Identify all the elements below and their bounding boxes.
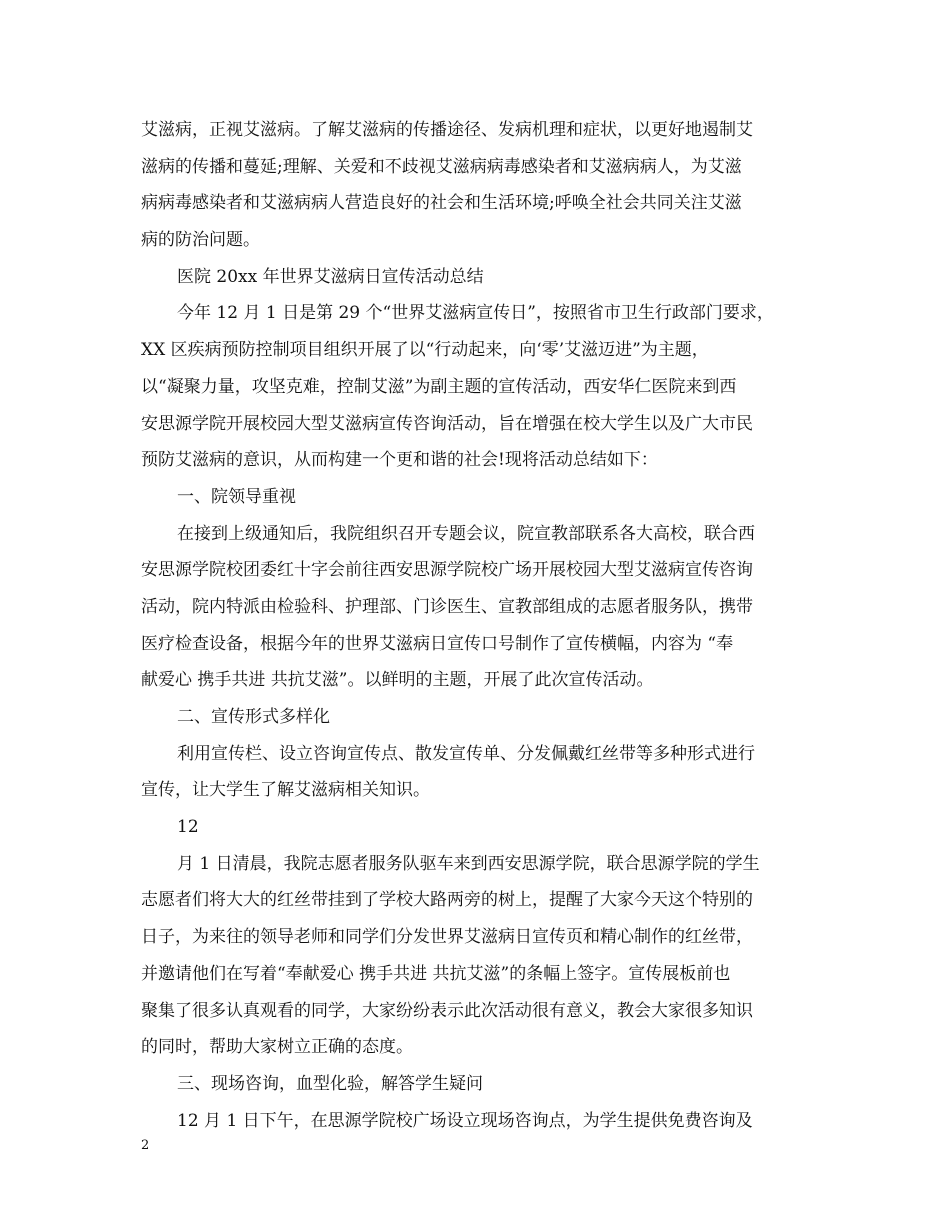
text-line: 宣传，让大学生了解艾滋病相关知识。 <box>141 780 430 801</box>
text-line: 志愿者们将大大的红丝带挂到了学校大路两旁的树上，提醒了大家今天这个特别的 <box>141 890 753 911</box>
body-text <box>141 112 811 1139</box>
text-line: XX 区疾病预防控制项目组织开展了以“行动起来，向‘零’艾滋迈进”为主题， <box>141 340 709 361</box>
text-line: 今年 12 月 1 日是第 29 个“世界艾滋病宣传日”，按照省市卫生行政部门要求， <box>177 303 774 324</box>
text-line: 滋病的传播和蔓延;理解、关爱和不歧视艾滋病病毒感染者和艾滋病病人，为艾滋 <box>141 156 742 177</box>
section-title: 医院 20xx 年世界艾滋病日宣传活动总结 <box>177 266 484 287</box>
text-line: 日子，为来往的领导老师和同学们分发世界艾滋病日宣传页和精心制作的红丝带， <box>141 927 753 948</box>
text-line: 医疗检查设备，根据今年的世界艾滋病日宣传口号制作了宣传横幅，内容为 “奉 <box>141 633 734 654</box>
text-line: 聚集了很多认真观看的同学，大家纷纷表示此次活动很有意义，教会大家很多知识 <box>141 1000 753 1021</box>
text-line: 在接到上级通知后，我院组织召开专题会议，院宣教部联系各大高校，联合西 <box>177 523 755 544</box>
text-line: 以“凝聚力量，攻坚克难，控制艾滋”为副主题的宣传活动，西安华仁医院来到西 <box>141 376 737 397</box>
text-line: 并邀请他们在写着“奉献爱心 携手共进 共抗艾滋”的条幅上签字。宣传展板前也 <box>141 963 731 984</box>
section-heading: 一、院领导重视 <box>177 486 296 507</box>
text-line: 12 <box>177 817 199 838</box>
text-line: 利用宣传栏、设立咨询宣传点、散发宣传单、分发佩戴红丝带等多种形式进行 <box>177 743 755 764</box>
text-line: 艾滋病，正视艾滋病。了解艾滋病的传播途径、发病机理和症状，以更好地遏制艾 <box>141 120 753 140</box>
text-line: 安思源学院开展校园大型艾滋病宣传咨询活动，旨在增强在校大学生以及广大市民 <box>141 413 753 434</box>
text-line: 月 1 日清晨，我院志愿者服务队驱车来到西安思源学院，联合思源学院的学生 <box>177 853 760 874</box>
section-heading: 二、宣传形式多样化 <box>177 707 330 727</box>
text-line: 献爱心 携手共进 共抗艾滋”。以鲜明的主题，开展了此次宣传活动。 <box>141 670 654 691</box>
text-line: 病的防治问题。 <box>141 230 260 251</box>
text-line: 安思源学院校团委红十字会前往西安思源学院校广场开展校园大型艾滋病宣传咨询 <box>141 560 753 581</box>
text-line: 预防艾滋病的意识，从而构建一个更和谐的社会!现将活动总结如下： <box>141 450 658 471</box>
text-line: 病病毒感染者和艾滋病病人营造良好的社会和生活环境;呼唤全社会共同关注艾滋 <box>141 193 742 214</box>
page-number: 2 <box>141 1138 150 1153</box>
text-line: 12 月 1 日下午，在思源学院校广场设立现场咨询点，为学生提供免费咨询及 <box>177 1110 753 1131</box>
text-line: 活动，院内特派由检验科、护理部、门诊医生、宣教部组成的志愿者服务队，携带 <box>141 596 753 617</box>
section-heading: 三、现场咨询，血型化验，解答学生疑问 <box>177 1073 483 1094</box>
text-line: 的同时，帮助大家树立正确的态度。 <box>141 1037 413 1058</box>
